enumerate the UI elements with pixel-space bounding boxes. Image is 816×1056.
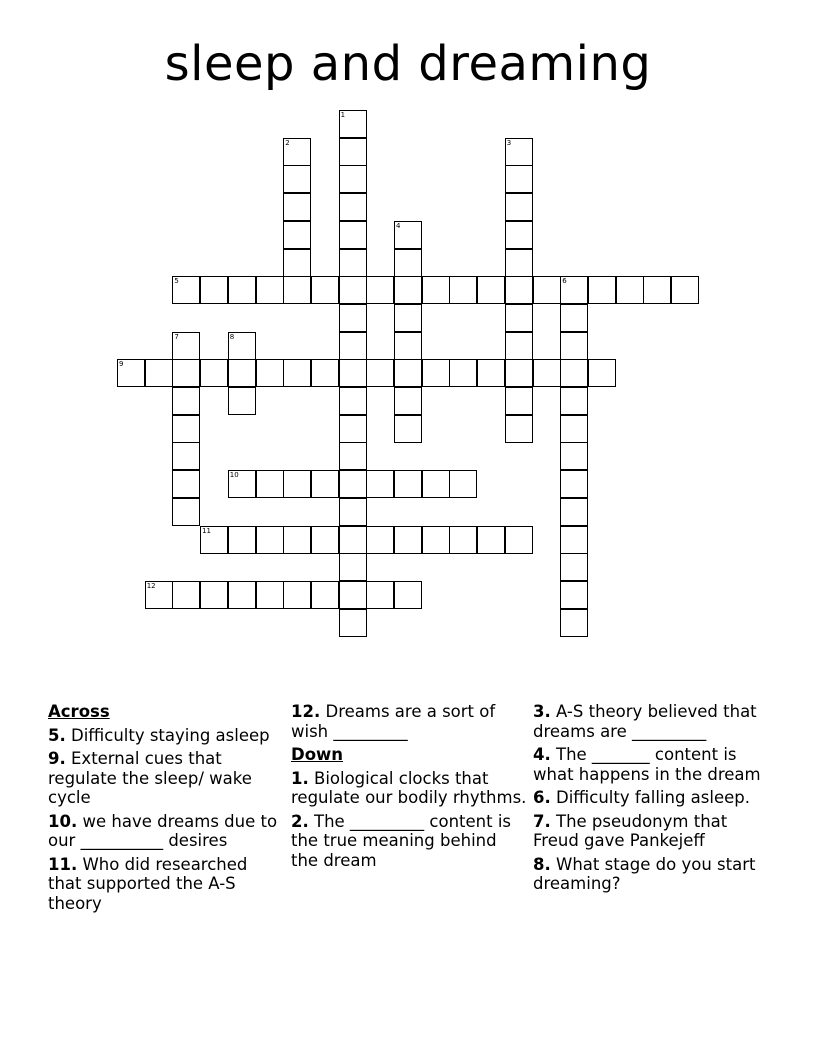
grid-cell[interactable] xyxy=(311,276,339,304)
grid-cell[interactable] xyxy=(339,249,367,277)
grid-cell[interactable] xyxy=(505,415,533,443)
grid-cell[interactable] xyxy=(560,442,588,470)
grid-cell[interactable] xyxy=(394,276,422,304)
grid-cell[interactable] xyxy=(560,581,588,609)
grid-cell[interactable] xyxy=(505,526,533,554)
grid-cell[interactable] xyxy=(588,359,616,387)
grid-cell[interactable] xyxy=(283,138,311,166)
grid-cell[interactable] xyxy=(394,359,422,387)
cell-number: 11 xyxy=(202,526,212,535)
grid-cell[interactable] xyxy=(256,470,284,498)
grid-cell[interactable] xyxy=(339,470,367,498)
grid-cell[interactable] xyxy=(172,442,200,470)
grid-cell[interactable] xyxy=(643,276,671,304)
grid-cell[interactable] xyxy=(283,359,311,387)
across-clue-11: 11. Who did researched that supported the A-S theory xyxy=(48,854,248,913)
grid-cell[interactable] xyxy=(339,304,367,332)
grid-cell[interactable] xyxy=(283,165,311,193)
grid-cell[interactable] xyxy=(339,138,367,166)
grid-cell[interactable] xyxy=(394,221,422,249)
grid-cell[interactable] xyxy=(477,526,505,554)
grid-cell[interactable] xyxy=(283,276,311,304)
grid-cell[interactable] xyxy=(339,165,367,193)
grid-cell[interactable] xyxy=(394,581,422,609)
grid-cell[interactable] xyxy=(339,276,367,304)
down-clue-1: 1. Biological clocks that regulate our bodily rhythms. xyxy=(291,768,527,807)
grid-cell[interactable] xyxy=(560,415,588,443)
grid-cell[interactable] xyxy=(339,581,367,609)
grid-cell[interactable] xyxy=(394,304,422,332)
across-heading: Across xyxy=(48,702,110,721)
grid-cell[interactable] xyxy=(200,581,228,609)
down-clue-2: 2. The _________ content is the true meaning behind the dream xyxy=(291,811,512,870)
grid-cell[interactable] xyxy=(449,526,477,554)
grid-cell[interactable] xyxy=(505,193,533,221)
cell-number: 9 xyxy=(119,360,124,369)
grid-cell[interactable] xyxy=(283,470,311,498)
grid-cell[interactable] xyxy=(172,387,200,415)
grid-cell[interactable] xyxy=(256,526,284,554)
grid-cell[interactable] xyxy=(339,359,367,387)
grid-cell[interactable] xyxy=(477,276,505,304)
grid-cell[interactable] xyxy=(366,470,394,498)
grid-cell[interactable] xyxy=(311,526,339,554)
grid-cell[interactable] xyxy=(505,221,533,249)
grid-cell[interactable] xyxy=(560,304,588,332)
grid-cell[interactable] xyxy=(560,553,588,581)
grid-cell[interactable] xyxy=(172,581,200,609)
grid-cell[interactable] xyxy=(339,526,367,554)
grid-cell[interactable] xyxy=(533,359,561,387)
down-clue-7: 7. The pseudonym that Freud gave Pankejeff xyxy=(533,811,728,850)
grid-cell[interactable] xyxy=(339,442,367,470)
across-clue-10: 10. we have dreams due to our __________ desires xyxy=(48,811,278,850)
grid-cell[interactable] xyxy=(145,581,173,609)
grid-cell[interactable] xyxy=(283,581,311,609)
grid-cell[interactable] xyxy=(422,470,450,498)
grid-cell[interactable] xyxy=(394,526,422,554)
grid-cell[interactable] xyxy=(560,332,588,360)
grid-cell[interactable] xyxy=(172,332,200,360)
down-clue-3: 3. A-S theory believed that dreams are _________ xyxy=(533,702,757,741)
grid-cell[interactable] xyxy=(394,387,422,415)
grid-cell[interactable] xyxy=(560,609,588,637)
grid-cell[interactable] xyxy=(339,193,367,221)
grid-cell[interactable] xyxy=(560,387,588,415)
grid-cell[interactable] xyxy=(117,359,145,387)
grid-cell[interactable] xyxy=(311,470,339,498)
across-clue-9: 9. External cues that regulate the sleep/ wake cycle xyxy=(48,749,252,807)
grid-cell[interactable] xyxy=(394,470,422,498)
grid-cell[interactable] xyxy=(505,249,533,277)
cell-number: 8 xyxy=(229,332,235,341)
across-clue-12: 12. Dreams are a sort of wish _________ xyxy=(291,702,496,741)
grid-cell[interactable] xyxy=(505,332,533,360)
grid-cell[interactable] xyxy=(366,359,394,387)
grid-cell[interactable] xyxy=(505,387,533,415)
grid-cell[interactable] xyxy=(588,276,616,304)
grid-cell[interactable] xyxy=(228,359,256,387)
grid-cell[interactable] xyxy=(228,276,256,304)
cell-number: 12 xyxy=(146,581,156,590)
grid-cell[interactable] xyxy=(172,415,200,443)
grid-cell[interactable] xyxy=(256,581,284,609)
grid-cell[interactable] xyxy=(200,276,228,304)
grid-cell[interactable] xyxy=(616,276,644,304)
grid-cell[interactable] xyxy=(449,276,477,304)
grid-cell[interactable] xyxy=(505,304,533,332)
cell-number: 10 xyxy=(229,471,239,480)
clues-column-2 xyxy=(291,702,527,874)
grid-cell[interactable] xyxy=(228,387,256,415)
grid-cell[interactable] xyxy=(505,165,533,193)
grid-cell[interactable] xyxy=(422,526,450,554)
grid-cell[interactable] xyxy=(339,387,367,415)
grid-cell[interactable] xyxy=(172,359,200,387)
grid-cell[interactable] xyxy=(505,276,533,304)
grid-cell[interactable] xyxy=(560,526,588,554)
grid-cell[interactable] xyxy=(449,359,477,387)
grid-cell[interactable] xyxy=(283,221,311,249)
grid-cell[interactable] xyxy=(339,553,367,581)
down-clue-8: 8. What stage do you start dreaming? xyxy=(533,854,756,893)
grid-cell[interactable] xyxy=(560,498,588,526)
grid-cell[interactable] xyxy=(560,276,588,304)
grid-cell[interactable] xyxy=(228,332,256,360)
grid-cell[interactable] xyxy=(394,332,422,360)
grid-cell[interactable] xyxy=(228,470,256,498)
across-clue-5: 5. Difficulty staying asleep xyxy=(48,725,270,745)
grid-cell[interactable] xyxy=(172,470,200,498)
grid-cell[interactable] xyxy=(339,498,367,526)
grid-cell[interactable] xyxy=(422,276,450,304)
cell-number: 5 xyxy=(174,277,179,286)
cell-number: 7 xyxy=(174,332,179,341)
grid-cell[interactable] xyxy=(200,359,228,387)
grid-cell[interactable] xyxy=(311,359,339,387)
grid-cell[interactable] xyxy=(228,581,256,609)
cell-number: 2 xyxy=(285,138,290,147)
grid-cell[interactable] xyxy=(533,276,561,304)
grid-cell[interactable] xyxy=(366,526,394,554)
grid-cell[interactable] xyxy=(366,276,394,304)
grid-cell[interactable] xyxy=(311,581,339,609)
grid-cell[interactable] xyxy=(449,470,477,498)
grid-cell[interactable] xyxy=(283,526,311,554)
page-title: sleep and dreaming xyxy=(164,36,652,92)
grid-cell[interactable] xyxy=(339,332,367,360)
grid-cell[interactable] xyxy=(283,193,311,221)
grid-cell[interactable] xyxy=(560,359,588,387)
down-clue-4: 4. The _______ content is what happens in the dream xyxy=(533,745,761,784)
grid-cell[interactable] xyxy=(339,609,367,637)
grid-cell[interactable] xyxy=(228,526,256,554)
grid-cell[interactable] xyxy=(560,470,588,498)
grid-cell[interactable] xyxy=(505,359,533,387)
cell-number: 4 xyxy=(396,221,401,230)
cell-number: 6 xyxy=(562,277,567,286)
grid-cell[interactable] xyxy=(283,249,311,277)
cell-number: 1 xyxy=(340,111,346,119)
clues-column-3 xyxy=(533,702,769,898)
grid-cell[interactable] xyxy=(339,415,367,443)
clues-column-1 xyxy=(48,702,284,917)
grid-cell[interactable] xyxy=(477,359,505,387)
cell-number: 3 xyxy=(506,138,512,147)
grid-cell[interactable] xyxy=(145,359,173,387)
grid-cell[interactable] xyxy=(394,415,422,443)
down-clue-6: 6. Difficulty falling asleep. xyxy=(533,788,750,807)
grid-cell[interactable] xyxy=(422,359,450,387)
grid-cell[interactable] xyxy=(256,359,284,387)
grid-cell[interactable] xyxy=(394,249,422,277)
grid-cell[interactable] xyxy=(366,581,394,609)
grid-cell[interactable] xyxy=(172,498,200,526)
down-heading: Down xyxy=(291,745,344,764)
grid-cell[interactable] xyxy=(505,138,533,166)
grid-cell[interactable] xyxy=(339,221,367,249)
grid-cell[interactable] xyxy=(200,526,228,554)
grid-cell[interactable] xyxy=(671,276,699,304)
grid-cell[interactable] xyxy=(256,276,284,304)
grid-cell[interactable] xyxy=(172,276,200,304)
grid-cell[interactable] xyxy=(339,110,367,138)
